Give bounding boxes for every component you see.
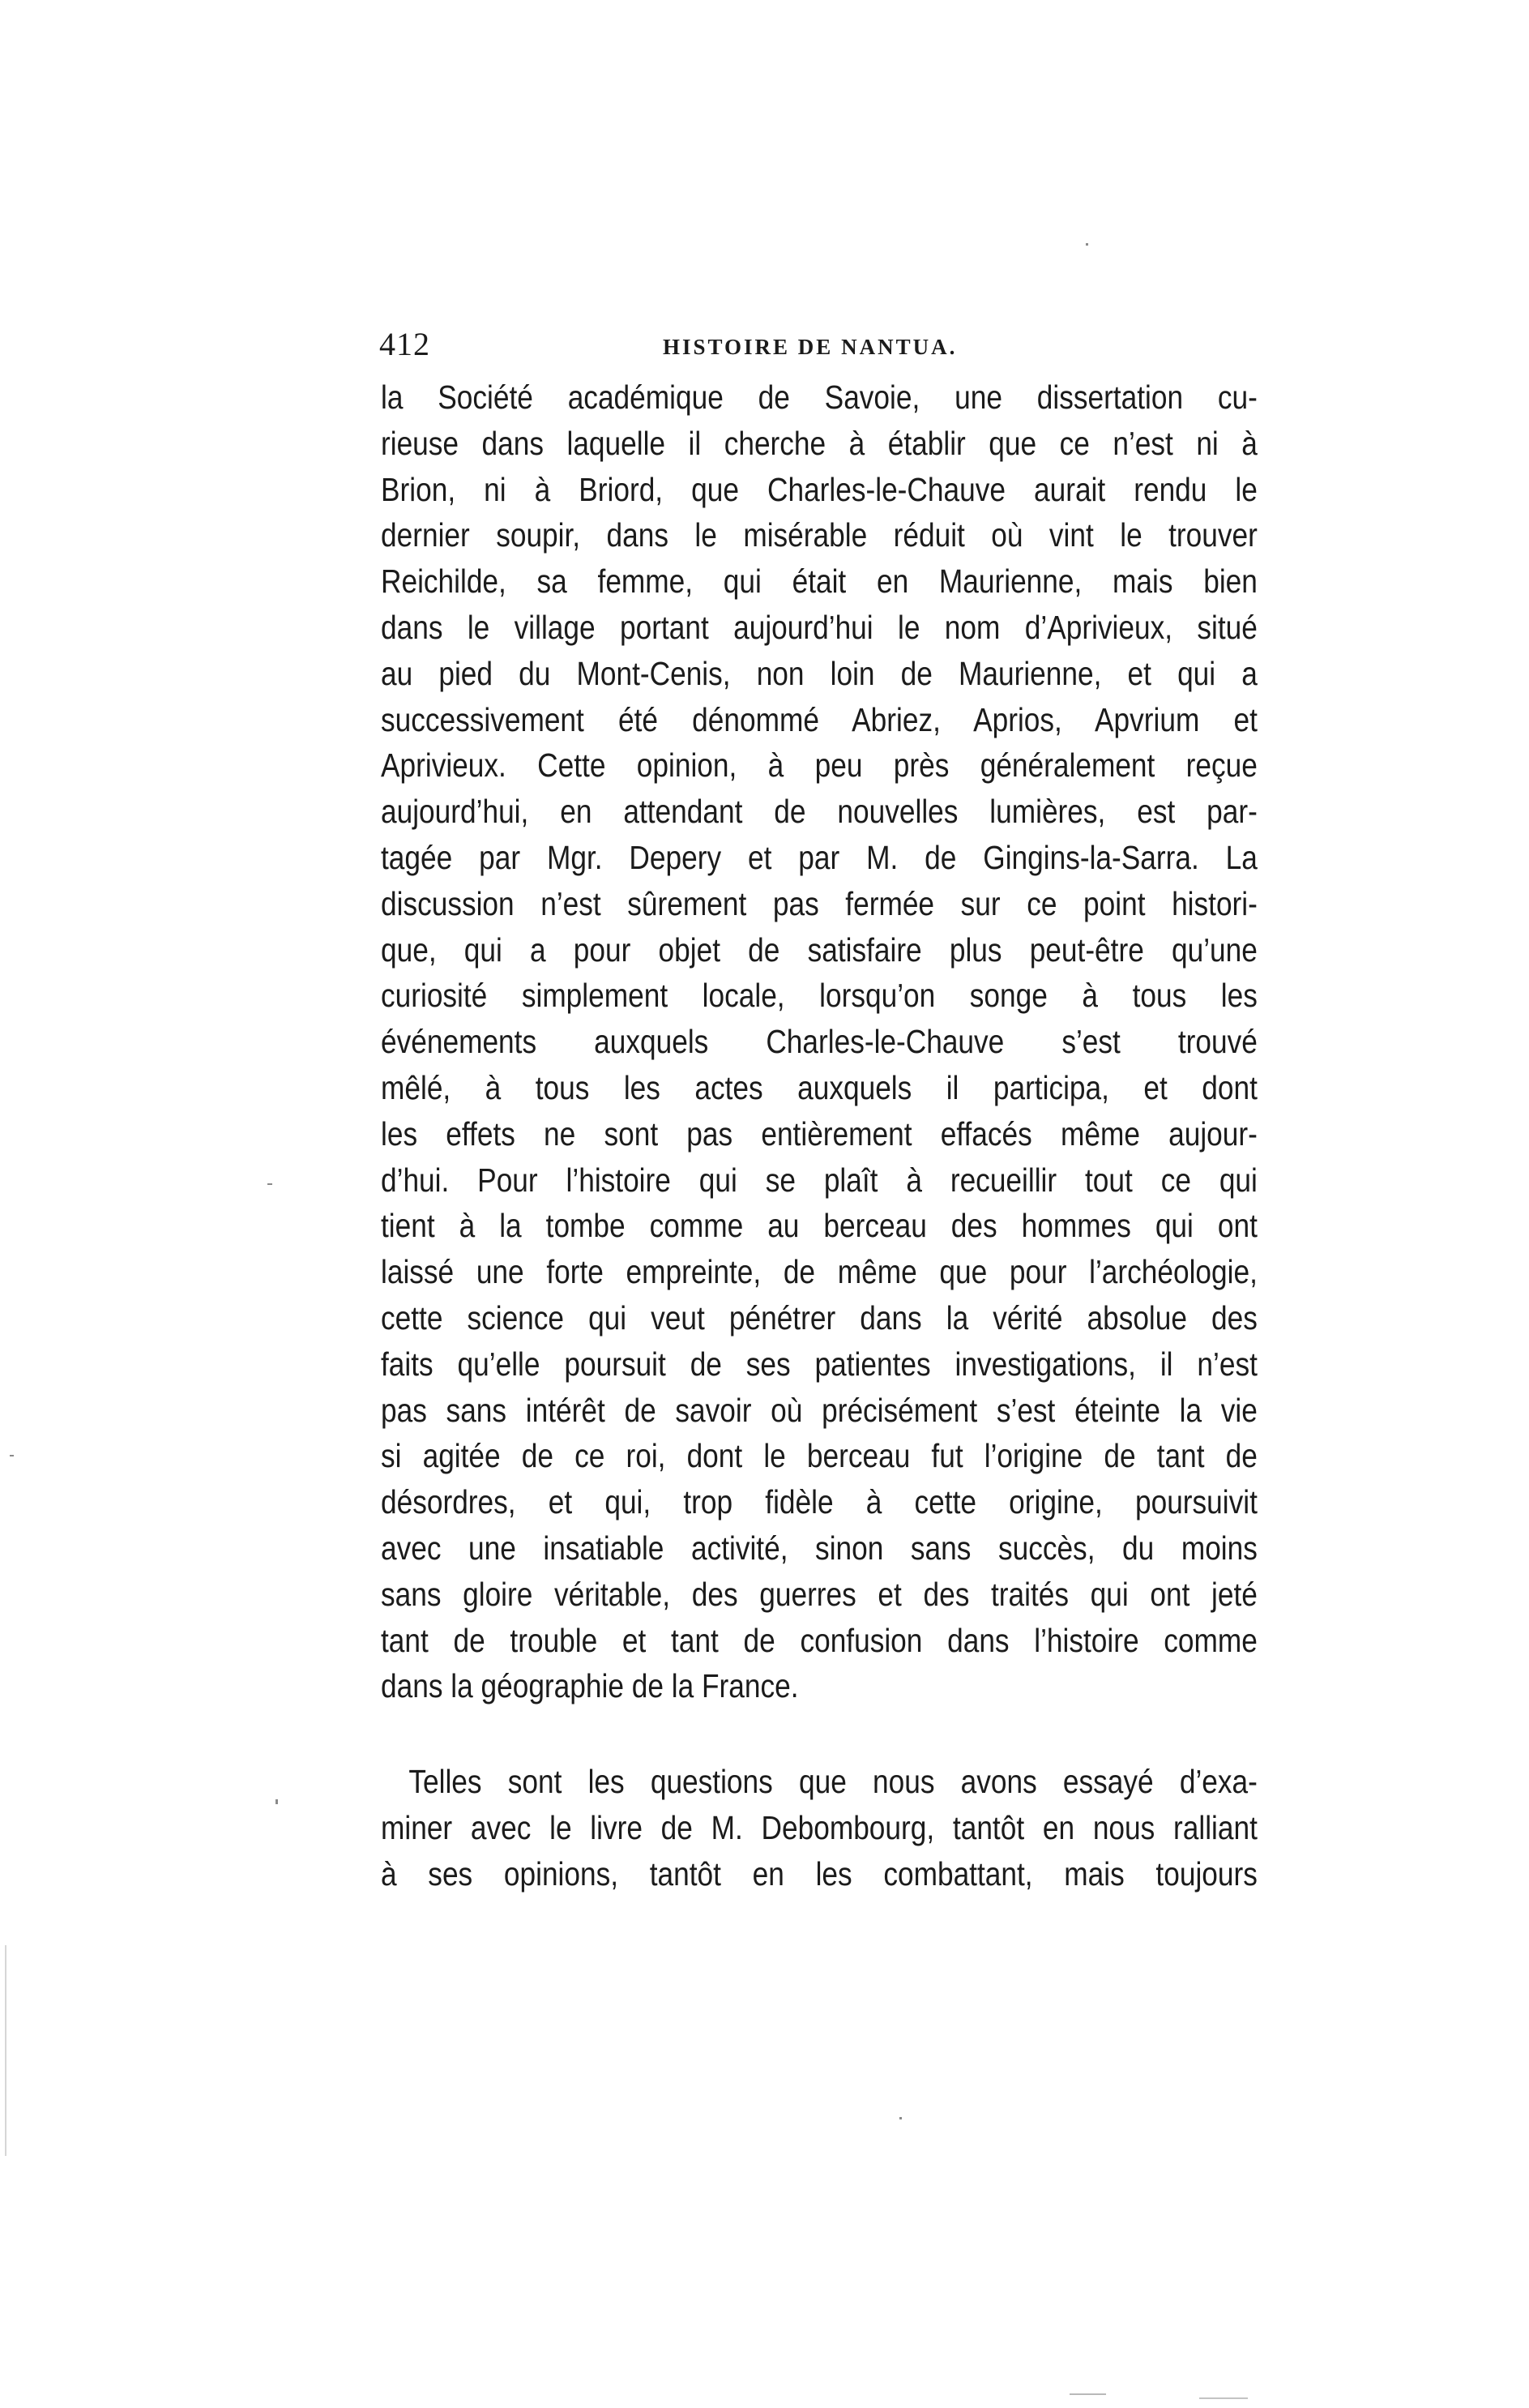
text-line: pas sans intérêt de savoir où précisément s’est éteinte la vie (381, 1391, 1258, 1429)
running-title: HISTOIRE DE NANTUA. (663, 335, 958, 359)
text-line: laissé une forte empreinte, de même que pour l’archéologie, (381, 1253, 1258, 1291)
text-line: miner avec le livre de M. Debombourg, tantôt en nous ralliant (381, 1808, 1258, 1846)
text-line: dernier soupir, dans le misérable réduit où vint le trouver (381, 516, 1258, 554)
text-line: mêlé, à tous les actes auxquels il participa, et dont (381, 1068, 1258, 1106)
text-line: rieuse dans laquelle il cherche à établir que ce n’est ni à (381, 424, 1258, 462)
text-line: désordres, et qui, trop fidèle à cette origine, poursuivit (381, 1483, 1258, 1521)
text-line: successivement été dénommé Abriez, Aprios, Apvrium et (381, 700, 1258, 738)
text-line: à ses opinions, tantôt en les combattant, mais toujours (381, 1854, 1258, 1893)
scan-speck (267, 1183, 272, 1185)
text-line: dans le village portant aujourd’hui le nom d’Aprivieux, situé (381, 608, 1258, 646)
text-line: dans la géographie de la France. (381, 1667, 799, 1705)
text-line: Aprivieux. Cette opinion, à peu près généralement reçue (381, 746, 1258, 785)
text-line: sans gloire véritable, des guerres et des traités qui ont jeté (381, 1575, 1258, 1613)
text-line: discussion n’est sûrement pas fermée sur ce point histori- (381, 884, 1258, 922)
scan-speck (1199, 2397, 1248, 2399)
text-line: cette science qui veut pénétrer dans la vérité absolue des (381, 1298, 1258, 1337)
text-line: la Société académique de Savoie, une dissertation cu- (381, 379, 1258, 416)
scan-speck (899, 2117, 902, 2119)
paragraph-2 (381, 1759, 1258, 1897)
text-line: avec une insatiable activité, sinon sans succès, du moins (381, 1529, 1258, 1567)
text-line: Brion, ni à Briord, que Charles-le-Chauve aurait rendu le (381, 470, 1258, 508)
scan-speck (10, 1455, 14, 1456)
scan-speck (5, 1945, 6, 2156)
text-line: tient à la tombe comme au berceau des hommes qui ont (381, 1207, 1258, 1245)
scan-speck (1086, 243, 1088, 246)
text-line: tagée par Mgr. Depery et par M. de Gingins-la-Sarra. La (381, 838, 1258, 876)
page-number: 412 (379, 326, 430, 362)
text-line: aujourd’hui, en attendant de nouvelles lumières, est par- (381, 793, 1258, 831)
text-line: événements auxquels Charles-le-Chauve s’est trouvé (381, 1023, 1258, 1061)
text-line: Telles sont les questions que nous avons essayé d’exa- (408, 1763, 1258, 1800)
scan-speck (1070, 2393, 1106, 2395)
text-line: les effets ne sont pas entièrement effacés même aujour- (381, 1114, 1258, 1153)
text-line: tant de trouble et tant de confusion dans l’histoire comme (381, 1621, 1258, 1659)
text-line: d’hui. Pour l’histoire qui se plaît à recueillir tout ce qui (381, 1161, 1258, 1199)
paragraph-1 (381, 374, 1258, 1709)
scan-speck (275, 1799, 278, 1804)
text-line: faits qu’elle poursuit de ses patientes investigations, il n’est (381, 1345, 1258, 1383)
running-head (379, 328, 1262, 361)
text-line: curiosité simplement locale, lorsqu’on songe à tous les (381, 977, 1258, 1015)
text-line: si agitée de ce roi, dont le berceau fut l’origine de tant de (381, 1437, 1258, 1475)
text-line: au pied du Mont-Cenis, non loin de Maurienne, et qui a (381, 654, 1258, 692)
text-line: que, qui a pour objet de satisfaire plus peut-être qu’une (381, 930, 1258, 969)
text-line: Reichilde, sa femme, qui était en Maurienne, mais bien (381, 562, 1258, 601)
